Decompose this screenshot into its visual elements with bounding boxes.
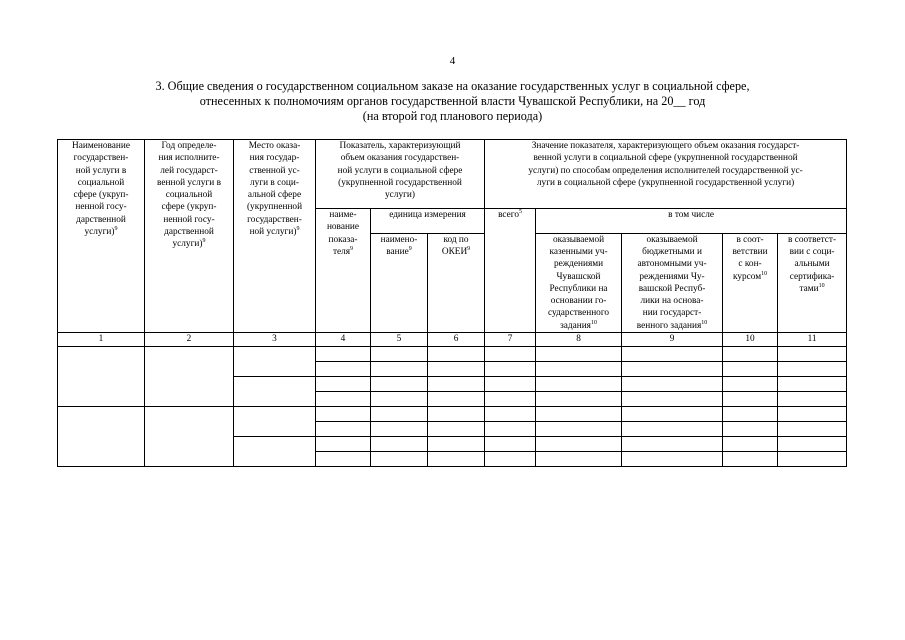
cell-place[interactable] <box>234 377 316 407</box>
header-line: оказываемой <box>646 234 698 245</box>
social-order-table <box>57 139 847 467</box>
header-line: альной сфере <box>247 190 302 201</box>
page-number: 4 <box>449 55 456 67</box>
header-line: казенными уч- <box>549 246 608 257</box>
header-budget-institutions-text <box>623 234 721 332</box>
table-cell[interactable] <box>316 407 371 422</box>
header-row-groups <box>58 140 847 209</box>
header-line: лей государст- <box>160 165 218 176</box>
cell-place[interactable] <box>234 437 316 467</box>
header-line: социальной <box>77 177 125 188</box>
header-line: вание$^9$ <box>386 245 412 257</box>
header-certificates-text <box>779 234 845 295</box>
table-cell[interactable] <box>428 362 485 377</box>
header-line: автономными уч- <box>637 259 707 270</box>
header-indicator-name-text <box>317 209 369 258</box>
column-number: 10 <box>723 333 778 347</box>
header-line: основании го- <box>550 296 607 307</box>
column-number: 4 <box>316 333 371 347</box>
footnote-marker: 10 <box>761 270 768 277</box>
header-state-institutions <box>536 233 622 332</box>
table-cell[interactable] <box>778 362 847 377</box>
header-line: курсом$^{10}$ <box>732 270 768 282</box>
table-cell[interactable] <box>778 407 847 422</box>
table-cell[interactable] <box>485 437 536 452</box>
column-number: 5 <box>371 333 428 347</box>
header-line: ственной ус- <box>249 165 300 176</box>
title-line-1: 3. Общие сведения о государственном социальном заказе на оказание государственных услуг в социальной сфере, <box>155 79 750 93</box>
cell-service-name[interactable] <box>58 407 145 467</box>
footnote-marker: 9 <box>408 245 412 252</box>
table-cell[interactable] <box>536 422 622 437</box>
header-line: дарственной <box>76 214 126 225</box>
header-line: услуги)$^9$ <box>172 238 206 250</box>
table-cell[interactable] <box>371 452 428 467</box>
header-total-text: всего <box>498 210 519 220</box>
header-okei-code <box>428 233 485 332</box>
header-line: с кон- <box>738 259 762 270</box>
header-line: ния государ- <box>249 153 300 164</box>
header-including: в том числе <box>536 209 847 234</box>
cell-place[interactable] <box>234 347 316 377</box>
table-cell[interactable] <box>536 407 622 422</box>
table-cell[interactable] <box>428 377 485 392</box>
header-line: реждениями <box>553 259 604 270</box>
table-cell[interactable] <box>778 422 847 437</box>
table-cell[interactable] <box>316 392 371 407</box>
header-line: Наименование <box>72 141 130 151</box>
table-cell[interactable] <box>316 437 371 452</box>
cell-service-name[interactable] <box>58 347 145 407</box>
table-cell[interactable] <box>622 362 723 377</box>
title-line-2: отнесенных к полномочиям органов государственной власти Чувашской Республики, на 20__ год <box>199 94 706 108</box>
header-line: Год определе- <box>161 141 217 151</box>
table-cell[interactable] <box>316 422 371 437</box>
table-cell[interactable] <box>622 422 723 437</box>
header-line: венной услуги в <box>157 177 221 188</box>
table-cell[interactable] <box>371 392 428 407</box>
header-line: нии государст- <box>642 308 702 319</box>
cell-place[interactable] <box>234 407 316 437</box>
footnote-marker: 10 <box>590 319 597 326</box>
header-indicator-group <box>316 140 485 209</box>
header-budget-institutions <box>622 233 723 332</box>
header-line: теля$^9$ <box>332 245 354 257</box>
header-place <box>234 140 316 333</box>
header-place-text <box>235 140 314 238</box>
table-cell[interactable] <box>622 452 723 467</box>
header-line: альными <box>794 259 830 270</box>
column-number: 9 <box>622 333 723 347</box>
header-line: код по <box>443 234 469 245</box>
table-cell[interactable] <box>371 347 428 362</box>
header-line: нование <box>326 222 360 233</box>
page-title <box>0 79 905 124</box>
header-line: услуги)$^9$ <box>84 225 118 238</box>
table-cell[interactable] <box>485 407 536 422</box>
cell-year[interactable] <box>145 407 234 467</box>
column-number: 11 <box>778 333 847 347</box>
column-number: 1 <box>58 333 145 347</box>
header-line: сертифика- <box>789 271 835 282</box>
header-line: объем оказания государствен- <box>340 153 460 164</box>
header-line: ной услуги в <box>75 165 127 176</box>
footnote-marker: 9 <box>296 225 300 232</box>
header-line: показа- <box>328 234 358 245</box>
header-line: (укрупненной государственной <box>338 177 462 188</box>
table-cell[interactable] <box>778 392 847 407</box>
table-cell[interactable] <box>316 377 371 392</box>
table-cell[interactable] <box>428 392 485 407</box>
header-line: сфере (укруп- <box>73 190 129 201</box>
table-cell[interactable] <box>723 452 778 467</box>
table-cell[interactable] <box>371 362 428 377</box>
table-cell[interactable] <box>723 347 778 362</box>
table-row <box>58 347 847 362</box>
table-cell[interactable] <box>428 407 485 422</box>
header-line: ной услуги)$^9$ <box>249 225 300 238</box>
header-competition <box>723 233 778 332</box>
header-line: венной услуги в социальной сфере (укрупненной государственной <box>533 153 798 164</box>
header-line: государствен- <box>247 214 302 225</box>
header-line: лики на основа- <box>640 296 704 307</box>
header-service-name-text <box>59 140 143 238</box>
header-line: ния исполните- <box>158 153 220 164</box>
header-value-group-text <box>486 140 845 189</box>
header-unit-name-text <box>372 234 426 259</box>
header-line: сфере (укруп- <box>161 202 217 213</box>
header-line: Республики на <box>549 283 608 294</box>
header-line: бюджетными и <box>642 246 702 257</box>
table-cell[interactable] <box>723 407 778 422</box>
header-line: ненной госу- <box>163 214 215 225</box>
header-line: Показатель, характеризующий <box>339 141 461 151</box>
column-number: 2 <box>145 333 234 347</box>
header-line: Значение показателя, характеризующего объем оказания государст- <box>531 141 800 151</box>
header-indicator-group-text <box>317 140 483 201</box>
table-cell[interactable] <box>371 422 428 437</box>
header-line: вии с соци- <box>789 246 835 257</box>
table-cell[interactable] <box>371 377 428 392</box>
header-year <box>145 140 234 333</box>
header-line: луги в социальной сфере (укрупненной государственной услуги) <box>536 177 795 188</box>
header-line: ной услуги в социальной сфере <box>337 165 463 176</box>
table-cell[interactable] <box>428 347 485 362</box>
column-number: 3 <box>234 333 316 347</box>
header-state-institutions-text <box>537 234 620 332</box>
header-line: дарственной <box>164 227 214 238</box>
header-line: государствен- <box>73 153 129 164</box>
footnote-marker: 9 <box>467 245 471 252</box>
header-line: услуги) по способам определения исполнителей государственной ус- <box>528 165 803 176</box>
table-cell[interactable] <box>485 347 536 362</box>
table-cell[interactable] <box>536 437 622 452</box>
table-cell[interactable] <box>371 437 428 452</box>
header-year-text <box>146 140 232 251</box>
header-line: Чувашской <box>556 271 601 282</box>
header-line: задания$^{10}$ <box>560 319 597 331</box>
table-cell[interactable] <box>428 437 485 452</box>
table-cell[interactable] <box>316 362 371 377</box>
footnote-marker: 10 <box>701 319 708 326</box>
table-cell[interactable] <box>536 362 622 377</box>
header-unit-name <box>371 233 428 332</box>
header-value-group <box>485 140 847 209</box>
header-line: услуги) <box>385 190 415 201</box>
column-numbers-row <box>58 333 847 347</box>
footnote-marker: 9 <box>350 245 354 252</box>
table-cell[interactable] <box>536 377 622 392</box>
header-unit-group: единица измерения <box>371 209 485 234</box>
footnote-marker: 10 <box>818 282 825 289</box>
header-certificates <box>778 233 847 332</box>
header-line: социальной <box>165 190 213 201</box>
table-cell[interactable] <box>723 392 778 407</box>
header-line: луги в соци- <box>250 177 299 188</box>
table-cell[interactable] <box>536 347 622 362</box>
header-service-name <box>58 140 145 333</box>
header-total: всего$^5$ <box>485 209 536 333</box>
header-line: вашской Респуб- <box>638 283 706 294</box>
table-cell[interactable] <box>622 392 723 407</box>
header-competition-text <box>724 234 776 283</box>
table-cell[interactable] <box>485 377 536 392</box>
header-line: Место оказа- <box>248 141 301 151</box>
table-cell[interactable] <box>622 437 723 452</box>
table-cell[interactable] <box>778 437 847 452</box>
header-line: ветствии <box>732 246 768 257</box>
header-line: оказываемой <box>552 234 605 245</box>
table-cell[interactable] <box>622 347 723 362</box>
table-cell[interactable] <box>316 452 371 467</box>
column-number: 7 <box>485 333 536 347</box>
column-number: 6 <box>428 333 485 347</box>
table-cell[interactable] <box>778 347 847 362</box>
header-indicator-name <box>316 209 371 333</box>
table-cell[interactable] <box>723 377 778 392</box>
table-cell[interactable] <box>622 377 723 392</box>
table-cell[interactable] <box>485 422 536 437</box>
header-line: реждениями Чу- <box>639 271 705 282</box>
table-cell[interactable] <box>485 452 536 467</box>
table-cell[interactable] <box>622 407 723 422</box>
table-cell[interactable] <box>428 422 485 437</box>
column-number: 8 <box>536 333 622 347</box>
table-cell[interactable] <box>778 452 847 467</box>
table-cell[interactable] <box>778 377 847 392</box>
header-okei-code-text <box>429 234 483 259</box>
table-cell[interactable] <box>485 362 536 377</box>
table-cell[interactable] <box>723 422 778 437</box>
header-line: (укрупненной <box>246 202 303 213</box>
header-line: венного задания$^{10}$ <box>636 319 708 331</box>
cell-year[interactable] <box>145 347 234 407</box>
table-cell[interactable] <box>723 437 778 452</box>
table-cell[interactable] <box>536 452 622 467</box>
table-cell[interactable] <box>536 392 622 407</box>
table-cell[interactable] <box>723 362 778 377</box>
table-cell[interactable] <box>428 452 485 467</box>
header-line: ОКЕИ$^9$ <box>441 245 471 257</box>
footnote-marker: 9 <box>202 238 206 245</box>
header-line: в соот- <box>736 234 764 245</box>
header-line: ненной госу- <box>75 202 127 213</box>
header-line: наимено- <box>380 234 418 245</box>
footnote-marker: 9 <box>114 225 118 232</box>
header-line: тами$^{10}$ <box>799 282 825 294</box>
table-cell[interactable] <box>485 392 536 407</box>
table-cell[interactable] <box>316 347 371 362</box>
header-line: в соответст- <box>788 234 837 245</box>
header-line: сударственного <box>548 308 610 319</box>
title-line-3: (на второй год планового периода) <box>362 109 543 123</box>
header-line: наиме- <box>329 210 357 220</box>
table-row <box>58 407 847 422</box>
table-cell[interactable] <box>371 407 428 422</box>
